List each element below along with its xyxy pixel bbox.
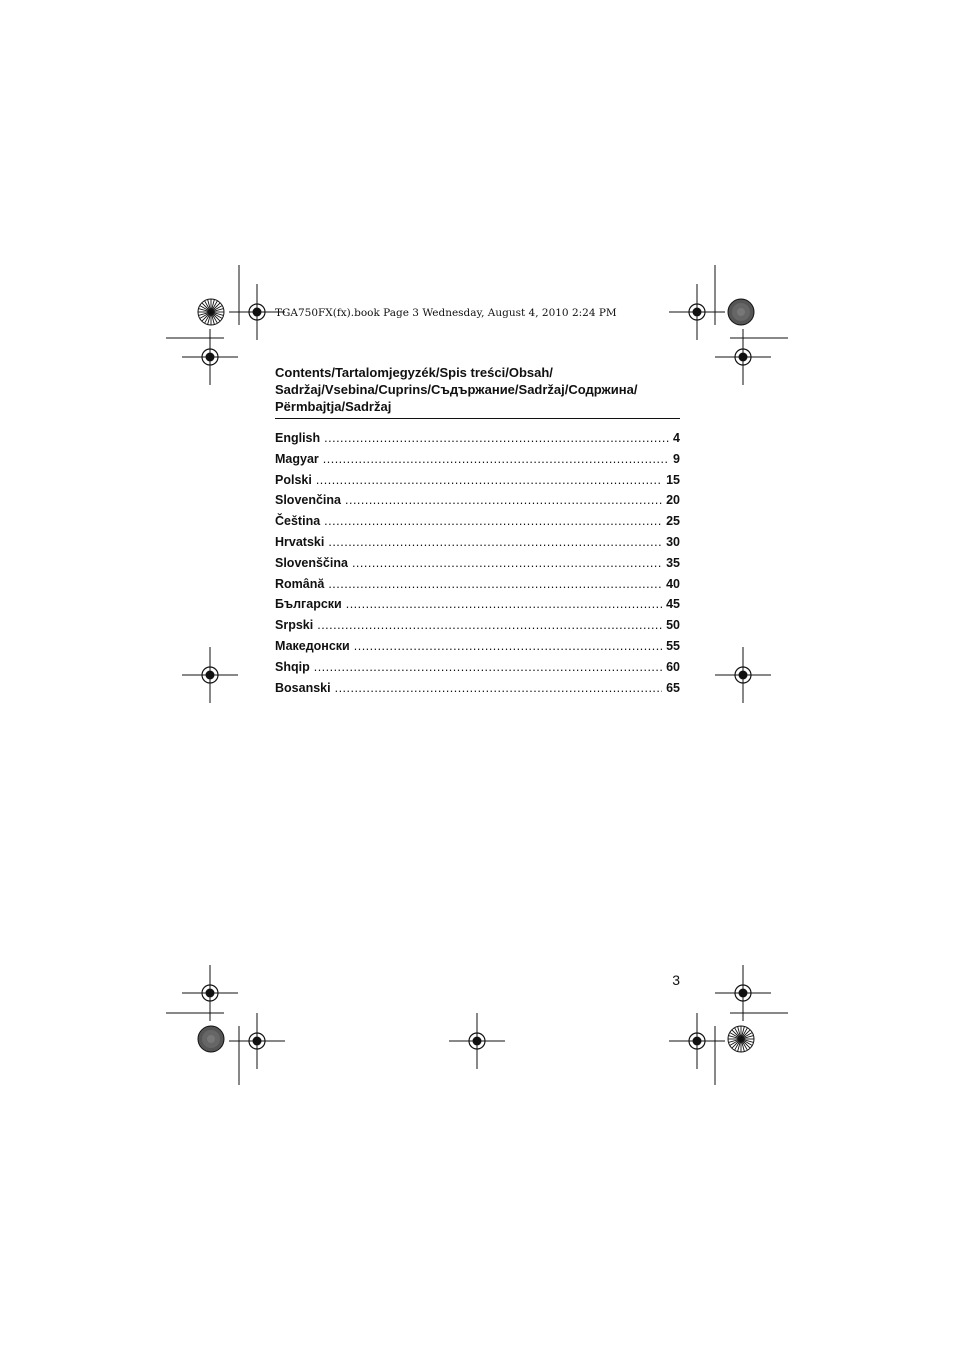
toc-leader [324,511,662,532]
toc-label: Shqip [275,659,310,674]
toc-page-number: 15 [666,472,680,487]
toc-page-number: 9 [673,451,680,466]
toc-label: Srpski [275,618,314,633]
toc-label: Magyar [275,451,319,466]
toc-label: Română [275,576,325,591]
color-dot-icon [198,1026,224,1052]
toc-page-number: 20 [666,493,680,508]
title-line-3: Përmbajtja/Sadržaj [275,399,392,414]
toc-page-number: 30 [666,534,680,549]
registration-mark-icon [715,329,771,385]
toc-page-number: 40 [666,576,680,591]
toc-entry-bosanski[interactable] [275,678,680,699]
toc-leader [352,553,662,574]
toc-page-number: 50 [666,618,680,633]
toc-leader [354,636,662,657]
toc-leader [323,449,669,470]
toc-page-number: 60 [666,659,680,674]
toc-leader [324,428,669,449]
toc-label: Bosanski [275,680,331,695]
registration-mark-icon [182,647,238,703]
toc-entry-magyar[interactable] [275,449,680,470]
toc-leader [317,615,662,636]
registration-mark-icon [669,284,725,340]
toc-label: Čeština [275,514,321,529]
toc-page-number: 55 [666,638,680,653]
toc-leader [316,470,662,491]
toc-entry-makedonski[interactable] [275,636,680,657]
toc-entry-slovenscina[interactable] [275,553,680,574]
toc-entry-english[interactable] [275,428,680,449]
toc-leader [346,594,662,615]
registration-mark-icon [669,1013,725,1069]
starburst-target-icon [198,299,224,325]
toc-leader [314,657,662,678]
color-dot-icon [728,299,754,325]
title-line-1: Contents/Tartalomjegyzék/Spis treści/Obsah/ [275,365,553,380]
toc-leader [328,574,662,595]
toc-entry-balgarski[interactable] [275,594,680,615]
toc-label: English [275,431,321,445]
toc-page-number: 65 [666,680,680,695]
registration-mark-icon [715,647,771,703]
title-line-2: Sadržaj/Vsebina/Cuprins/Съдържание/Sadržaj/Содржина/ [275,382,638,397]
print-info-header: TGA750FX(fx).book Page 3 Wednesday, August 4, 2010 2:24 PM [275,307,617,319]
starburst-target-icon [728,1026,754,1052]
toc-entry-slovencina[interactable] [275,490,680,511]
toc-label: Македонски [275,638,350,653]
page-number: 3 [672,972,680,988]
toc-label: Български [275,597,342,612]
registration-mark-icon [229,1013,285,1069]
toc-page-number: 4 [673,431,680,445]
registration-mark-icon [449,1013,505,1069]
toc-label: Hrvatski [275,534,325,549]
toc-entry-polski[interactable] [275,470,680,491]
toc-leader [335,678,663,699]
toc-label: Polski [275,472,312,487]
title-divider [275,418,680,419]
contents-title [275,364,680,415]
table-of-contents [275,428,680,698]
toc-label: Slovenščina [275,555,348,570]
toc-page-number: 35 [666,555,680,570]
toc-entry-shqip[interactable] [275,657,680,678]
toc-page-number: 45 [666,597,680,612]
toc-page-number: 25 [666,514,680,529]
registration-mark-icon [182,329,238,385]
toc-entry-cestina[interactable] [275,511,680,532]
toc-entry-hrvatski[interactable] [275,532,680,553]
toc-entry-srpski[interactable] [275,615,680,636]
toc-leader [345,490,662,511]
toc-entry-romana[interactable] [275,574,680,595]
toc-label: Slovenčina [275,493,341,508]
toc-leader [328,532,662,553]
